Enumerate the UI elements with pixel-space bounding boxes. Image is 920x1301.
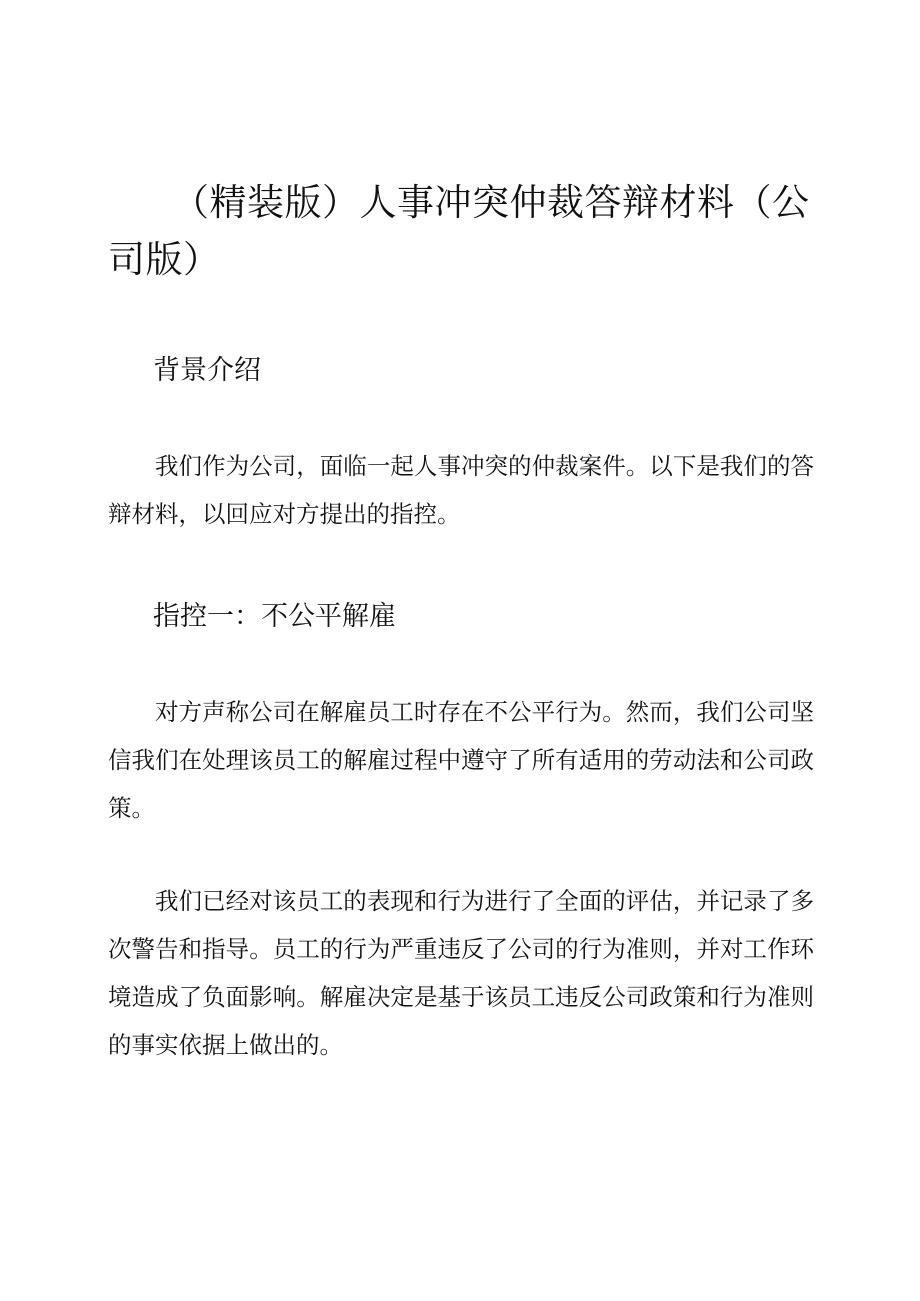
document-title: （精装版）人事冲突仲裁答辩材料（公司版）: [108, 181, 810, 281]
section-heading-background: 背景介绍: [153, 355, 261, 386]
accusation-one-paragraph-1: 对方声称公司在解雇员工时存在不公平行为。然而，我们公司坚信我们在处理该员工的解雇过程中遵守了所有适用的劳动法和公司政策。: [108, 698, 814, 822]
section-heading-accusation-one: 指控一：不公平解雇: [153, 601, 396, 632]
background-paragraph: 我们作为公司，面临一起人事冲突的仲裁案件。以下是我们的答辩材料，以回应对方提出的指控。: [108, 452, 814, 528]
accusation-one-paragraph-2: 我们已经对该员工的表现和行为进行了全面的评估，并记录了多次警告和指导。员工的行为严重违反了公司的行为准则，并对工作环境造成了负面影响。解雇决定是基于该员工违反公司政策和行为准则的事实依据上做出的。: [108, 887, 814, 1059]
